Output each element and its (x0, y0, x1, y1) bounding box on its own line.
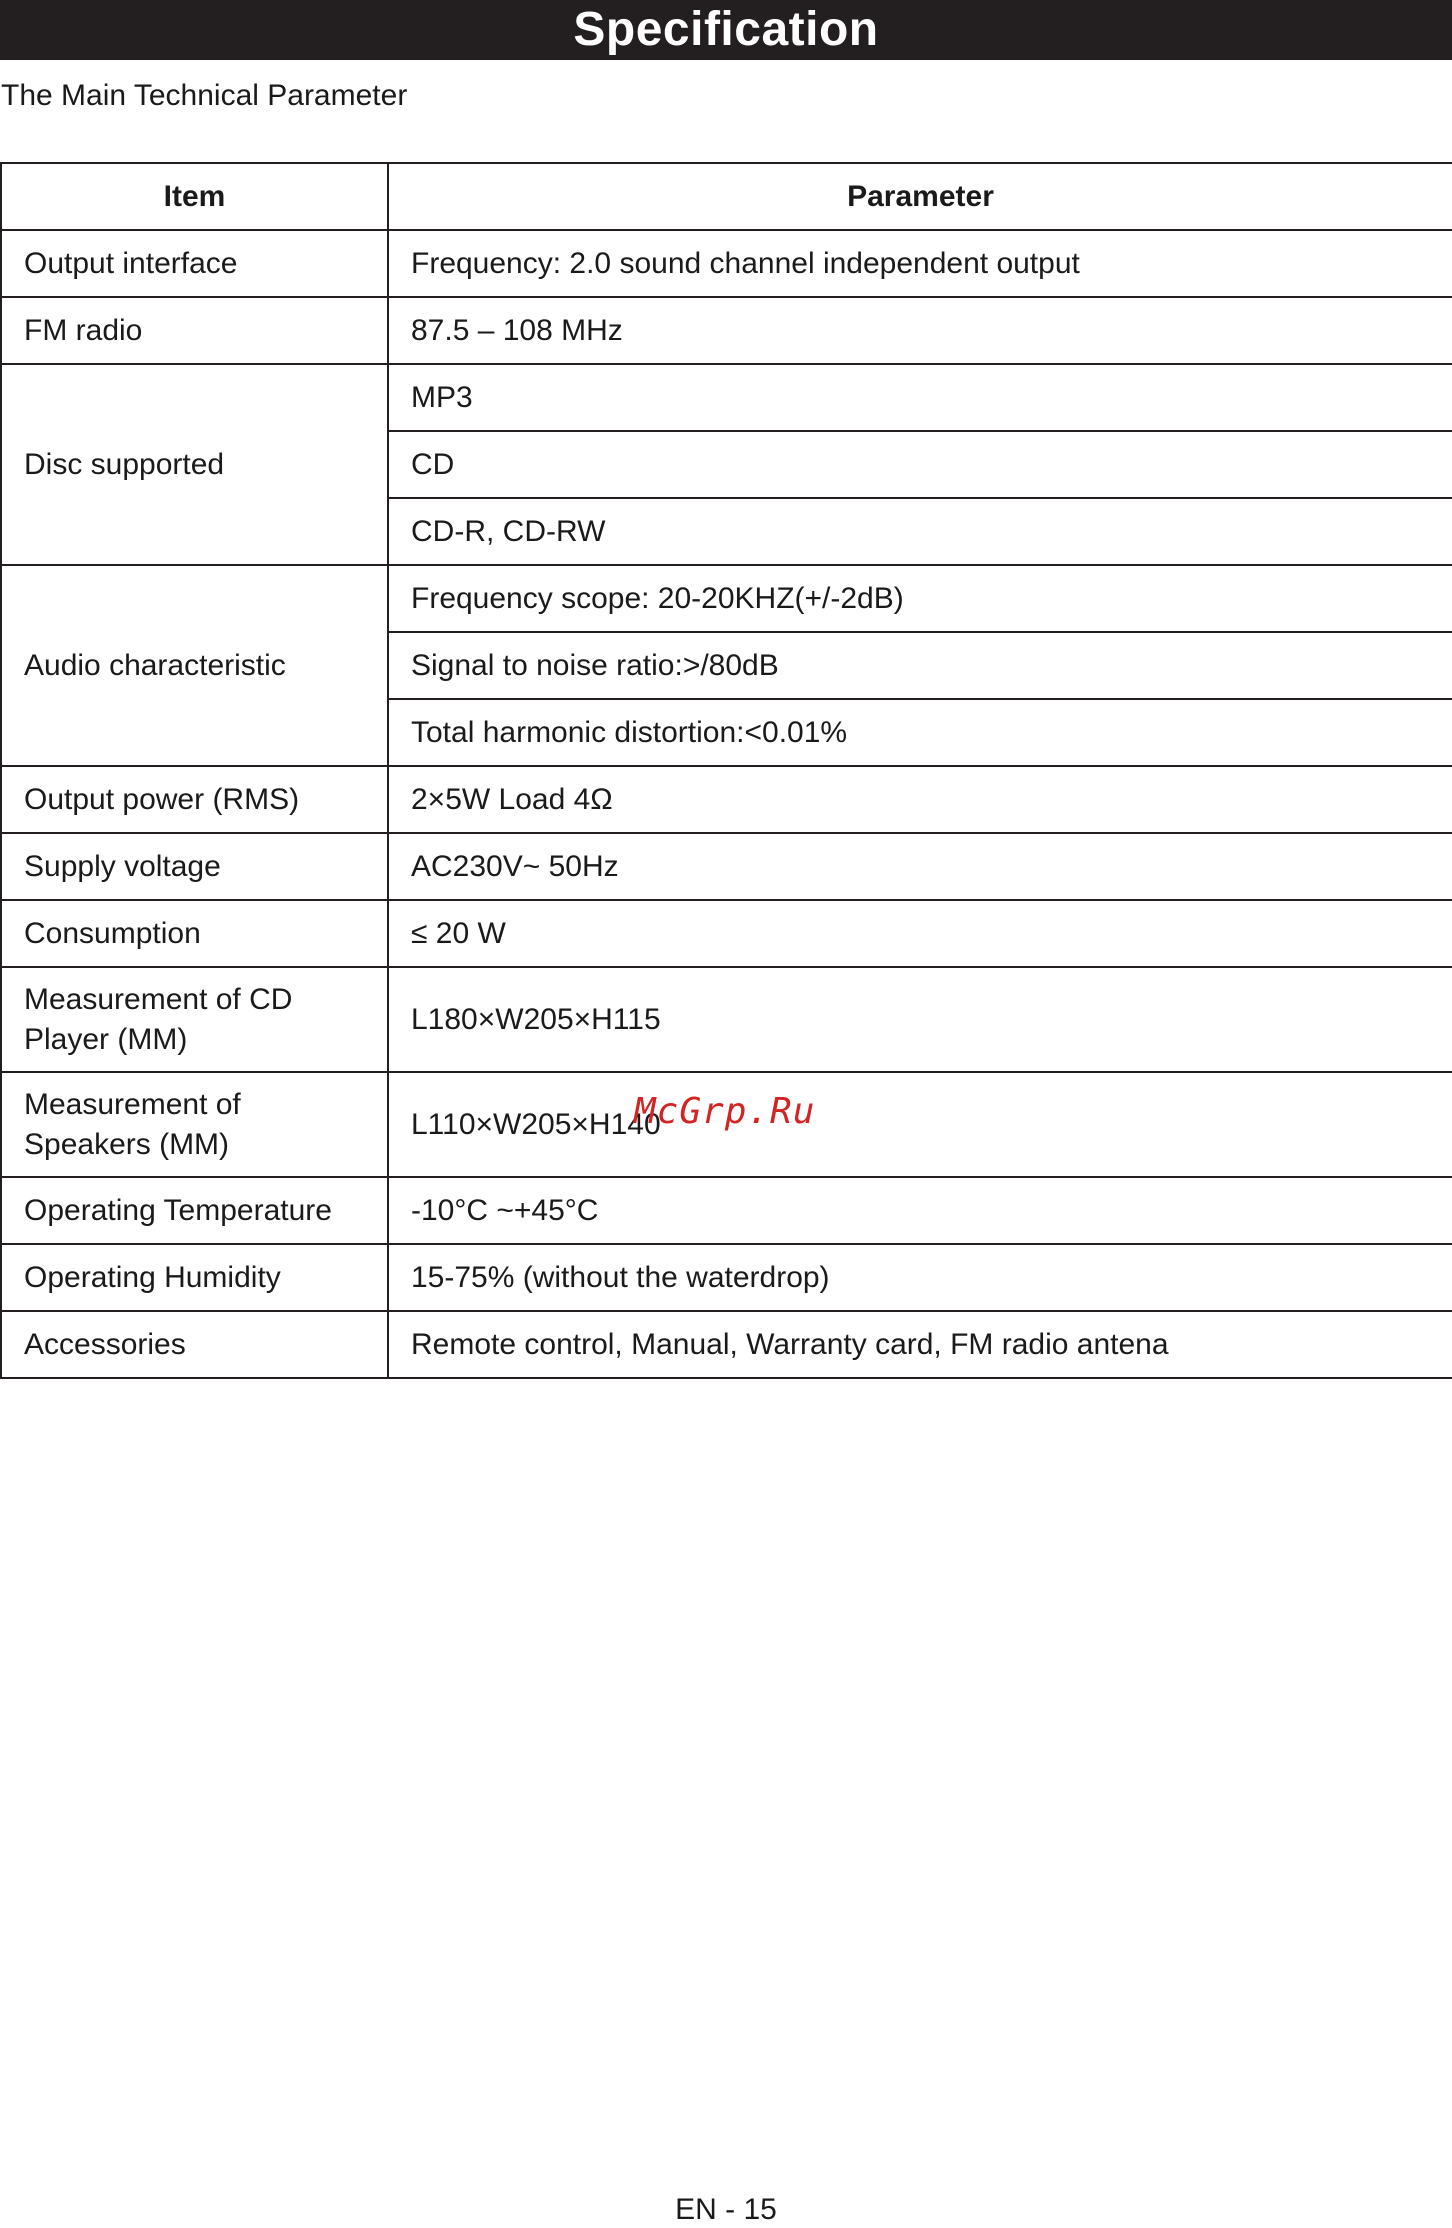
table-row (1, 766, 1452, 833)
parameter-cell: MP3 (388, 364, 1452, 431)
parameter-cell: L110×W205×H140 (388, 1072, 1452, 1177)
item-cell: Output interface (1, 230, 388, 297)
parameter-cell: Signal to noise ratio:>/80dB (388, 632, 1452, 699)
table-row (1, 297, 1452, 364)
item-cell: Operating Humidity (1, 1244, 388, 1311)
parameter-cell: Frequency scope: 20-20KHZ(+/-2dB) (388, 565, 1452, 632)
parameter-cell: CD (388, 431, 1452, 498)
table-row (1, 1311, 1452, 1378)
parameter-cell: AC230V~ 50Hz (388, 833, 1452, 900)
parameter-cell: 87.5 – 108 MHz (388, 297, 1452, 364)
parameter-cell: L180×W205×H115 (388, 967, 1452, 1072)
table-row (1, 230, 1452, 297)
parameter-cell: Frequency: 2.0 sound channel independent output (388, 230, 1452, 297)
item-cell: Measurement of CD Player (MM) (1, 967, 388, 1072)
item-cell: FM radio (1, 297, 388, 364)
item-cell: Audio characteristic (1, 565, 388, 766)
item-cell: Measurement of Speakers (MM) (1, 1072, 388, 1177)
table-row (1, 565, 1452, 632)
parameter-cell: CD-R, CD-RW (388, 498, 1452, 565)
parameter-cell: ≤ 20 W (388, 900, 1452, 967)
header-item: Item (1, 163, 388, 230)
table-row (1, 1177, 1452, 1244)
table-row (1, 833, 1452, 900)
watermark-text: McGrp.Ru (634, 1091, 816, 1132)
table-row (1, 900, 1452, 967)
page-title: Specification (573, 3, 879, 56)
item-cell: Output power (RMS) (1, 766, 388, 833)
item-cell: Accessories (1, 1311, 388, 1378)
spec-table (0, 162, 1452, 1379)
item-cell: Operating Temperature (1, 1177, 388, 1244)
item-cell: Supply voltage (1, 833, 388, 900)
table-header-row (1, 163, 1452, 230)
parameter-cell: 15-75% (without the waterdrop) (388, 1244, 1452, 1311)
table-row (1, 364, 1452, 431)
item-cell: Disc supported (1, 364, 388, 565)
parameter-cell: Total harmonic distortion:<0.01% (388, 699, 1452, 766)
parameter-cell: Remote control, Manual, Warranty card, FM radio antena (388, 1311, 1452, 1378)
table-row (1, 967, 1452, 1072)
item-cell: Consumption (1, 900, 388, 967)
title-bar (0, 0, 1452, 60)
page-number: EN - 15 (675, 2193, 777, 2226)
table-row (1, 1244, 1452, 1311)
section-subtitle: The Main Technical Parameter (1, 79, 408, 112)
parameter-cell: 2×5W Load 4Ω (388, 766, 1452, 833)
header-parameter: Parameter (388, 163, 1452, 230)
parameter-cell: -10°C ~+45°C (388, 1177, 1452, 1244)
